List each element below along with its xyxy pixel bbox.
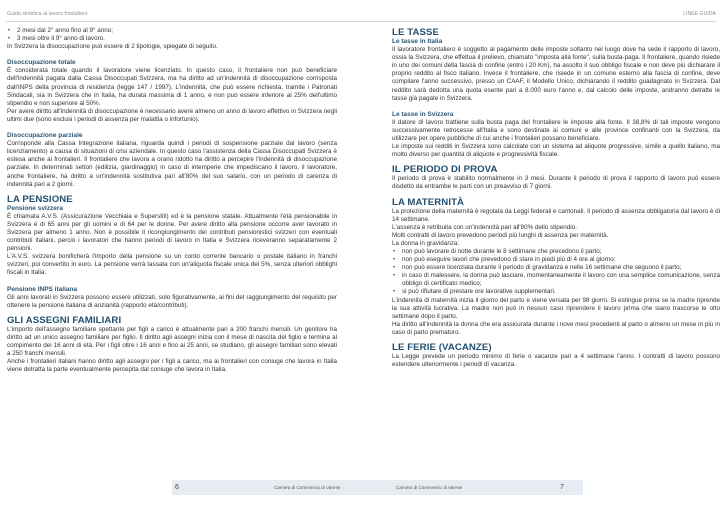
section-subtitle: Le tasse in Italia <box>392 38 443 45</box>
paragraph: Per avere diritto all'indennità di disoccupazione è necessario avere almeno un anno di lavoro effettivo in Svizzera negli ultimi due (sono esclusi i periodi di assenza per malattia o infortunio). <box>7 107 337 123</box>
list-item: • non può essere licenziata durante il periodo di gravidanza e nelle 16 settimane che seguono il parto; <box>392 264 720 272</box>
section-title: LA PENSIONE <box>7 193 73 205</box>
section-subtitle: Pensione svizzera <box>7 204 63 212</box>
section-subtitle: Pensione INPS italiana <box>7 285 78 293</box>
paragraph: L'indennità di maternità inizia il giorno del parto e viene versata per 98 giorni. Si estingue prima se la madre riprende la sua attività lucrativa. La madre non può in nessun caso riprendere il lavoro prima che siano trascorse le otto settimane dopo il parto. <box>392 296 720 320</box>
header-rule <box>364 21 716 22</box>
paragraph: Il periodo di prova è stabilito normalmente in 3 mesi. Durante il periodo di prova il rapporto di lavoro può essere disdetto da entrambe le parti con un preavviso di 7 giorni. <box>392 175 720 191</box>
paragraph: È considerata totale quando il lavoratore viene licenziato. In questo caso, il frontaliere non può beneficiare dell'indennità pagata dalla Cassa Disoccupati Svizzera, ma ha diritto ad un'indennità di disoccupazione corrisposta dall'INPS della provincia di residenza (legge 147 / 1997). L'indennità, che può essere richiesta, tramite i Patronati Sindacali, sia in Svizzera che in Italia, ha durata massima di 1 anno, e non può essere inferiore al 25% dell'ultimo stipendio e non superiore al 50%. <box>7 67 337 107</box>
list-item: • 3 mesi oltre il 9° anno di lavoro. <box>7 35 337 43</box>
paragraph: La protezione della maternità è regolata da Leggi federali e cantonali. Il periodo di assenza obbligatoria dal lavoro è di 14 settimane. <box>392 207 721 223</box>
section-subtitle: Disoccupazione parziale <box>7 132 83 140</box>
list-item: • 2 mesi dal 2° anno fino al 9° anno; <box>7 27 337 35</box>
paragraph: La donna in gravidanza: <box>392 239 460 247</box>
section-title: LE FERIE (VACANZE) <box>392 342 492 353</box>
page-number: 6 <box>175 484 179 491</box>
paragraph: L'assenza è retribuita con un'indennità pari all'80% dello stipendio. <box>392 223 577 231</box>
running-header: Guida sintetica al lavoro frontaliero <box>7 11 88 17</box>
paragraph: È chiamata A.V.S. (Assicurazione Vecchiaia e Superstiti) ed è la pensione statale. Attualmente l'età pensionabile in Svizzera è di 65 anni per gli uomini e di 64 per le donne. Per avere diritto alla pensione occorre aver lavorato in Svizzera per almeno 1 anno. Non è possibile il ricongiungimento dei contributi pensionistici svizzeri con eventuali contributi italiani, perciò i lavoratori che hanno periodi di lavoro in Italia e Svizzera riceveranno separatamente 2 pensioni. <box>7 212 337 253</box>
paragraph: Il datore di lavoro trattiene sulla busta paga del frontaliere le imposte alla fonte. Il 38,8% di tali imposte vengono successivamente retrocesse all'Italia e sono destinate ai comuni e alle province confinanti con la Svizzera, da utilizzare per opere pubbliche di cui anche i frontalieri possano beneficiare. <box>392 118 720 143</box>
section-subtitle: Disoccupazione totale <box>7 59 76 67</box>
section-title: LE TASSE <box>392 27 439 38</box>
running-header: LINEE GUIDA <box>683 11 716 17</box>
left-column <box>7 27 337 374</box>
list-item: • non può lavorare di notte durante le 8 settimane che precedono il parto; <box>392 248 720 256</box>
right-page <box>364 0 728 517</box>
paragraph: Anche i frontalieri italiani hanno diritto agli assegni per i figli a carico, ma ai frontalieri con coniuge che lavora in Italia viene detratta la parte eventualmente percepita dal coniuge che lavora in Italia. <box>7 358 337 374</box>
paragraph: Gli anni lavorati in Svizzera possono essere utilizzati, solo figurativamente, ai fini del raggiungimento del requisito per ottenere la pensione italiana di anzianità (rapporto età/contributi). <box>7 293 337 309</box>
paragraph: L'A.V.S. svizzera bonificherà l'importo della pensione su un conto corrente bancario o postale italiano in franchi svizzeri, poi convertito in euro. La pensione verrà tassata con un'aliquota fiscale unica del 5%, senza ulteriori obblighi fiscali in Italia. <box>7 253 337 277</box>
paragraph: Le imposte sui redditi in Svizzera sono calcolate con un sistema ad aliquote progressive, simile a quello italiano, ma molto diverso per quantità di aliquote e progressività fiscale. <box>392 143 720 159</box>
section-subtitle: Le tasse in Svizzera <box>392 110 454 118</box>
footer-text: Camera di Commercio di Varese <box>396 485 463 490</box>
paragraph: La Legge prevede un periodo minimo di ferie o vacanze pari a 4 settimane l'anno. I contratti di lavoro possono estendere ulteriormente i periodi di vacanza. <box>392 353 720 369</box>
section-title: LA MATERNITÀ <box>392 196 465 208</box>
paragraph: In Svizzera la disoccupazione può essere di 2 tipologie, spiegate di seguito. <box>7 43 218 51</box>
section-title: GLI ASSEGNI FAMILIARI <box>7 314 122 326</box>
header-rule <box>6 21 364 22</box>
paragraph: L'importo dell'assegno familiare spettante per figli a carico è attualmente pari a 200 franchi mensili. Un genitore ha diritto ad un unico assegno familiare per figlio. Il diritto agli assegni inizia con il mese di nascita del figlio e termina al compimento dei 16 anni di età. Per i figli oltre i 16 anni e fino ai 25 anni, se studiano, gli assegni familiari sono elevati a 250 franchi mensili. <box>7 325 337 358</box>
right-column <box>392 27 720 369</box>
paragraph: Il lavoratore frontaliero è soggetto al pagamento delle imposte soltanto nel luogo dove ha sede il rapporto di lavoro, ossia la Svizzera, che effettua il prelievo, chiamato "imposta alla fonte", sulla busta-paga. Il frontaliere, quando risiede in uno dei comuni della fascia di confine (entro i 20 Km), ha assolto il suo obbligo fiscale e non deve più dichiarare il proprio reddito al fisco italiano. Invece il frontaliere, che risiede in un comune esterno alla fascia di confine, deve compilare l'anno successivo, presso un CAAF, il Modello Unico, dichiarando il reddito guadagnato in Svizzera. Dal reddito sarà dedotta una quota esente pari a 8.000 euro l'anno e, dal calcolo delle imposte, andranno detratte le tasse già pagate in Svizzera. <box>392 46 720 102</box>
list-item: • si può rifiutare di prestare ore lavorative supplementari. <box>392 288 720 296</box>
list-item: • in caso di malessere, la donna può lasciare, momentaneamente il lavoro con una semplice comunicazione, senza obbligo di certificato medico; <box>392 272 720 288</box>
list-item: • non può eseguire lavori che prevedono di stare in piedi più di 4 ore al giorno; <box>392 256 720 264</box>
page-number: 7 <box>560 484 564 491</box>
paragraph: Corrisponde alla Cassa Integrazione italiana, riguarda quindi i periodi di sospensione parziale dal lavoro (senza licenziamento) a causa di situazioni di crisi aziendale. In questo caso l'assistenza della Cassa Disoccupati Svizzera è estesa anche ai frontalieri. Il frontaliere che lavora a orario ridotto ha diritto a percepire l'indennità di disoccupazione parziale. In determinati settori (edilizia, giardinaggio) in caso di intemperie che impediscano il lavoro, il lavoratore, anche frontaliere, ha diritto a un'indennità sostitutiva pari all'80% del suo salario, con un periodo di carenza di indennità pari a 2 giorni. <box>7 140 337 188</box>
section-title: IL PERIODO DI PROVA <box>392 164 498 176</box>
paragraph: Molti contratti di lavoro prevedono periodi più lunghi di assenza per maternità. <box>392 231 609 239</box>
paragraph: Ha diritto all'indennità la donna che era assicurata durante i nove mesi precedenti al parto o almeno un mese in più in caso di parto prematuro. <box>392 320 720 336</box>
footer-text: Camera di Commercio di Varese <box>274 485 341 490</box>
